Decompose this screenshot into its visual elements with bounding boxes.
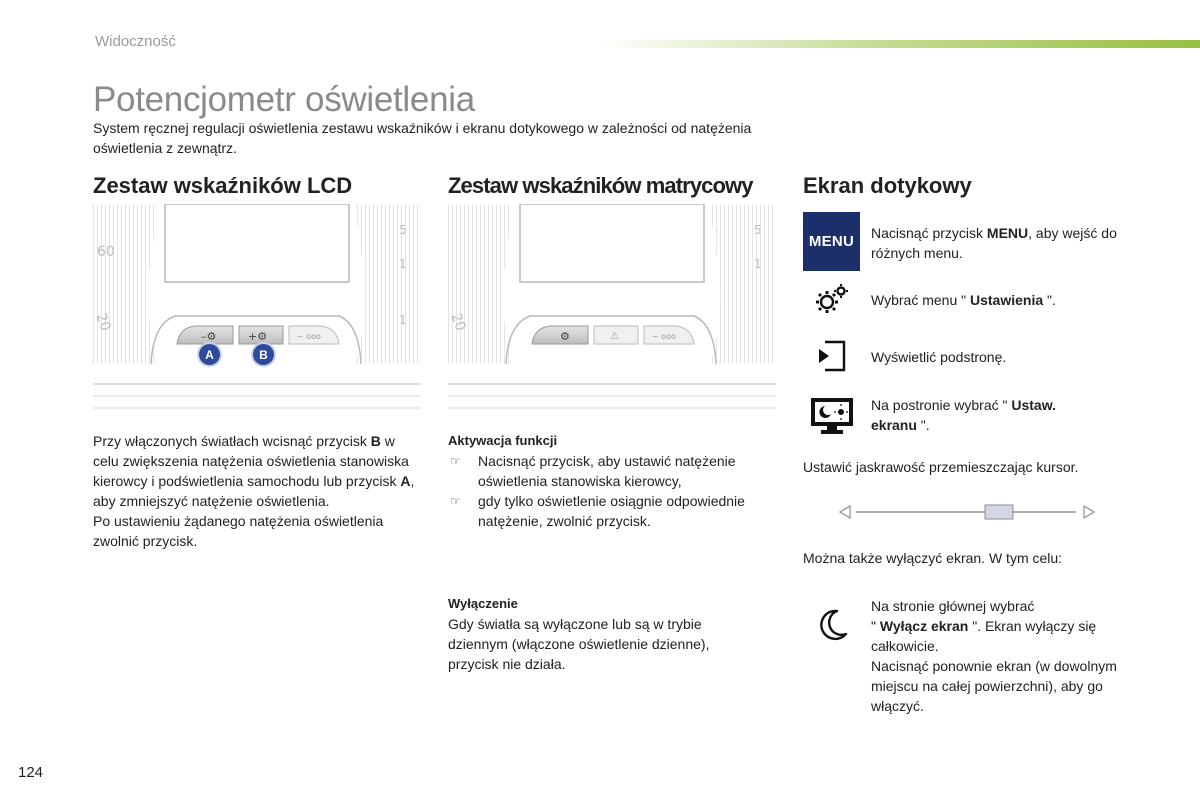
svg-text:–⚙: –⚙ [201, 330, 217, 343]
step-1-b: MENU [986, 225, 1029, 241]
lcd-cluster-illustration [93, 204, 421, 410]
heading-lcd: Zestaw wskaźników LCD [93, 173, 353, 198]
step-4-a: Na postronie wybrać " [871, 397, 1012, 413]
off-line-1: Na stronie głównej wybrać [871, 598, 1035, 614]
step-1 [871, 223, 1131, 263]
step-2-b: Ustawienia [969, 292, 1044, 308]
screen-brightness-icon [809, 396, 855, 436]
lcd-text-3: , aby zmniejszyć natężenie oświetlenia. [93, 473, 415, 509]
brightness-text: Ustawić jaskrawość przemieszczając kursor. [803, 459, 1079, 475]
bullet-icon: ☞ [450, 454, 461, 468]
matrix-cluster-illustration [448, 204, 776, 410]
settings-gear-icon [812, 282, 852, 318]
section-label: Widoczność [95, 33, 176, 50]
page-number: 124 [18, 764, 44, 781]
header-accent-bar [600, 40, 1200, 48]
step-4-c: ". [916, 417, 930, 433]
off-title: Wyłączenie [448, 596, 518, 611]
off-text: Gdy światła są wyłączone lub są w trybie dziennym (włączone oświetlenie dzienne), przycisk nie działa. [448, 616, 710, 672]
activation-bullet-2 [448, 491, 778, 531]
step-2-c: ". [1043, 292, 1056, 308]
step-3: Wyświetlić podstronę. [871, 349, 1007, 365]
subpage-icon [816, 340, 848, 372]
svg-text:20: 20 [93, 310, 114, 334]
svg-text:1: 1 [754, 257, 762, 271]
svg-text:⚠: ⚠ [610, 331, 619, 342]
step-1-c: , aby wejść do różnych menu. [871, 225, 1117, 261]
svg-text:20: 20 [448, 310, 469, 334]
off-line-2 [871, 616, 1131, 656]
lcd-instructions [93, 431, 423, 551]
svg-text:⚙: ⚙ [560, 330, 570, 343]
brightness-slider[interactable] [836, 500, 1098, 524]
step-4-b: Ustaw. ekranu [871, 397, 1056, 433]
lcd-text-2: w celu zwiększenia natężenia oświetlenia stanowiska kierowcy i podświetlenia samochodu lub przycisk [93, 433, 409, 489]
step-1-a: Nacisnąć przycisk [871, 225, 987, 241]
bullet-2-text: gdy tylko oświetlenie osiągnie odpowiednie natężenie, zwolnić przycisk. [478, 493, 745, 529]
moon-icon [817, 608, 849, 642]
svg-text:~ ooo: ~ ooo [297, 332, 321, 341]
matrix-off [448, 594, 758, 674]
step-2-a: Wybrać menu " [871, 292, 970, 308]
screen-off-instructions [871, 596, 1131, 716]
off-line-3: Nacisnąć ponownie ekran (w dowolnym miejscu na całej powierzchni), aby go włączyć. [871, 658, 1117, 714]
svg-text:1: 1 [399, 313, 407, 327]
off-label: Wyłącz ekran [879, 618, 969, 634]
off-rest: ". Ekran wyłączy się całkowicie. [871, 618, 1097, 654]
matrix-activation [448, 431, 778, 531]
step-4 [871, 395, 1101, 435]
lcd-text-b: B [370, 433, 381, 449]
menu-button-icon: MENU [803, 212, 860, 271]
bullet-icon: ☞ [450, 494, 461, 508]
svg-text:+⚙: +⚙ [248, 330, 268, 343]
can-off-text: Można także wyłączyć ekran. W tym celu: [803, 550, 1063, 566]
heading-touchscreen: Ekran dotykowy [803, 173, 972, 198]
activation-title: Aktywacja funkcji [448, 433, 558, 448]
svg-text:5: 5 [399, 223, 407, 237]
off-quote: " [871, 618, 880, 634]
intro-text: System ręcznej regulacji oświetlenia zestawu wskaźników i ekranu dotykowego w zależności od natężenia oświetlenia z zewnątrz. [93, 120, 752, 156]
step-2 [871, 290, 1131, 310]
badge-b: B [253, 344, 274, 365]
svg-text:5: 5 [754, 223, 762, 237]
bullet-1-text: Nacisnąć przycisk, aby ustawić natężenie oświetlenia stanowiska kierowcy, [478, 453, 736, 489]
activation-bullet-1 [448, 451, 778, 491]
svg-text:~ ooo: ~ ooo [652, 332, 676, 341]
svg-text:60: 60 [97, 244, 115, 260]
heading-matrix: Zestaw wskaźników matrycowy [448, 173, 753, 198]
page-title: Potencjometr oświetlenia [93, 80, 475, 119]
lcd-text-1: Przy włączonych światłach wcisnąć przycisk [93, 433, 367, 449]
lcd-text-release: Po ustawieniu żądanego natężenia oświetlenia zwolnić przycisk. [93, 513, 384, 549]
lcd-text-a: A [400, 473, 411, 489]
svg-text:1: 1 [399, 257, 407, 271]
badge-a: A [199, 344, 220, 365]
